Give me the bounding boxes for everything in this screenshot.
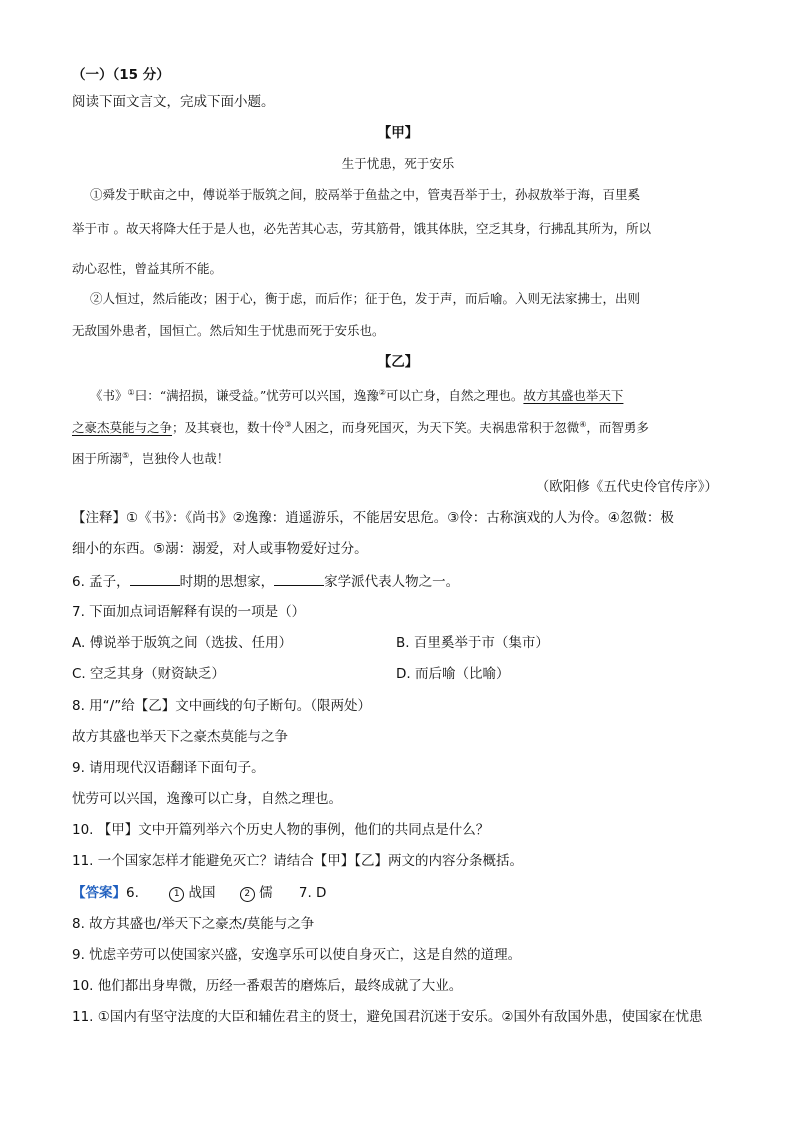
answer-8: 8. 故方其盛也/举天下之豪杰/莫能与之争 bbox=[72, 916, 315, 932]
jia-p1-line3: 动心忍性，曾益其所不能。 bbox=[72, 261, 223, 276]
yi-line3 bbox=[72, 447, 724, 468]
instruction: 阅读下面文言文，完成下面小题。 bbox=[72, 94, 275, 110]
yi-line1-c: 可以亡身，自然之理也。 bbox=[385, 388, 524, 404]
q6-blank-2[interactable] bbox=[274, 572, 324, 586]
section-header: （一）（15 分） bbox=[72, 67, 170, 83]
yi-line3-a: 困于所溺 bbox=[72, 451, 123, 467]
yi-line3-b: ，岂独伶人也哉！ bbox=[129, 451, 230, 467]
footnote-4: ④ bbox=[579, 420, 587, 429]
yi-line1-b: 曰：“满招损，谦受益。”忧劳可以兴国，逸豫 bbox=[134, 388, 379, 404]
answers-6-7 bbox=[72, 884, 724, 902]
q6-part3: 家学派代表人物之一。 bbox=[324, 574, 460, 590]
a6-circle-1: 1 bbox=[169, 887, 184, 902]
yi-line2-a: ；及其衰也，数十伶 bbox=[172, 420, 285, 436]
a6-circle-2: 2 bbox=[240, 887, 255, 902]
q7-option-b: B. 百里奚举于市（集市） bbox=[396, 635, 549, 651]
jia-p1-line1: ①舜发于畎亩之中，傅说举于版筑之间，胶鬲举于鱼盐之中，管夷吾举于士，孙叔敖举于海，百里奚 bbox=[90, 187, 641, 202]
q9-text: 忧劳可以兴国，逸豫可以亡身，自然之理也。 bbox=[72, 791, 342, 807]
question-8: 8. 用“/”给【乙】文中画线的句子断句。（限两处） bbox=[72, 698, 371, 714]
q6-part1: 6. 孟子， bbox=[72, 574, 130, 590]
a6-answer-2: 儒 bbox=[259, 885, 273, 901]
q6-part2: 时期的思想家， bbox=[179, 574, 275, 590]
a7: 7. D bbox=[298, 885, 327, 901]
answer-9: 9. 忧虑辛劳可以使国家兴盛，安逸享乐可以使自身灭亡，这是自然的道理。 bbox=[72, 947, 522, 963]
answer-11: 11. ①国内有坚守法度的大臣和辅佐君主的贤士，避免国君沉迷于安乐。②国外有敌国外患，使国家在忧患 bbox=[72, 1009, 703, 1025]
question-11: 11. 一个国家怎样才能避免灭亡？请结合【甲】【乙】两文的内容分条概括。 bbox=[72, 853, 524, 869]
jia-p2-line2: 无敌国外患者，国恒亡。然后知生于忧患而死于安乐也。 bbox=[72, 323, 385, 338]
source-citation: （欧阳修《五代史伶官传序》） bbox=[535, 479, 718, 495]
question-6 bbox=[72, 572, 724, 591]
footnote-1: ① bbox=[127, 388, 135, 397]
yi-line2-b: 人困之，而身死国灭，为天下笑。夫祸患常积于忽微 bbox=[291, 420, 580, 436]
jia-p2-line1: ②人恒过，然后能改；困于心，衡于虑，而后作；征于色，发于声，而后喻。入则无法家拂士，出则 bbox=[90, 291, 641, 306]
a6-answer-1: 战国 bbox=[188, 885, 216, 901]
q7-option-a: A. 傅说举于版筑之间（选拔、任用） bbox=[72, 635, 293, 651]
passage-jia-title: 生于忧患，死于安乐 bbox=[341, 156, 455, 171]
yi-underlined-2: 之豪杰莫能与之争 bbox=[72, 420, 173, 436]
yi-line1 bbox=[90, 384, 742, 405]
question-9: 9. 请用现代汉语翻译下面句子。 bbox=[72, 760, 265, 776]
jia-p1-line2: 举于市 。故天将降大任于是人也，必先苦其心志，劳其筋骨，饿其体肤，空乏其身，行拂乱其所为，所以 bbox=[72, 221, 651, 236]
passage-yi-label: 【乙】 bbox=[377, 354, 419, 370]
q7-option-c: C. 空乏其身（财资缺乏） bbox=[72, 666, 226, 682]
question-7: 7. 下面加点词语解释有误的一项是（） bbox=[72, 604, 306, 620]
yi-line2 bbox=[72, 416, 724, 437]
notes-line2: 细小的东西。⑤溺：溺爱，对人或事物爱好过分。 bbox=[72, 541, 368, 557]
passage-jia-label: 【甲】 bbox=[377, 125, 419, 141]
footnote-2: ② bbox=[378, 388, 386, 397]
answer-label: 【答案】 bbox=[72, 885, 126, 901]
footnote-5: ⑤ bbox=[122, 451, 130, 460]
notes-line1: 【注释】①《书》：《尚书》②逸豫：逍遥游乐，不能居安思危。③伶：古称演戏的人为伶。④忽微：极 bbox=[72, 510, 674, 526]
footnote-3: ③ bbox=[284, 420, 292, 429]
q7-option-d: D. 而后喻（比喻） bbox=[396, 666, 510, 682]
yi-shu: 《书》 bbox=[90, 388, 128, 404]
q8-text: 故方其盛也举天下之豪杰莫能与之争 bbox=[72, 729, 288, 745]
answer-10: 10. 他们都出身卑微，历经一番艰苦的磨炼后，最终成就了大业。 bbox=[72, 978, 463, 994]
question-10: 10. 【甲】文中开篇列举六个历史人物的事例，他们的共同点是什么？ bbox=[72, 822, 490, 838]
yi-line2-c: ，而智勇多 bbox=[586, 420, 649, 436]
q6-blank-1[interactable] bbox=[130, 572, 180, 586]
a6-num: 6. bbox=[126, 885, 139, 901]
yi-underlined-1: 故方其盛也举天下 bbox=[523, 388, 624, 404]
